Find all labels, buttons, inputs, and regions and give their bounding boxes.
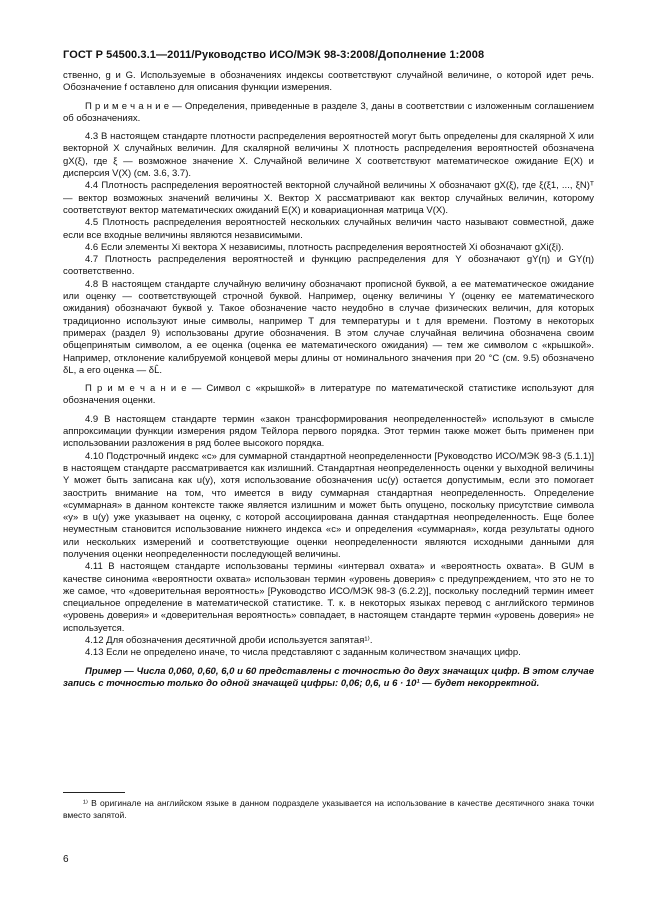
clause-4-6: 4.6 Если элементы Xi вектора X независимы, плотность распределения вероятностей Xi обозначают gXi(ξi). [85, 241, 564, 253]
clause-4-7: 4.7 Плотность распределения вероятностей и функцию распределения для Y обозначают gY(η) и GY(η) соответственно. [63, 254, 594, 278]
note-definitions: П р и м е ч а н и е — Определения, приведенные в разделе 3, даны в соответствии с изложенным соглашением об обозначениях. [63, 100, 594, 124]
footnote-separator [63, 792, 125, 793]
page-number: 6 [63, 854, 69, 865]
clause-4-4: 4.4 Плотность распределения вероятностей векторной случайной величины X обозначают gX(ξ), где ξ(ξ1, ..., ξN)ᵀ — вектор возможных значений величины X. Вектор X рассматривают как вектор случайных величин, которому соответствуют вектор математических ожиданий E(X) и ковариационная матрица V(X). [63, 180, 594, 216]
clause-4-11: 4.11 В настоящем стандарте использованы термины «интервал охвата» и «вероятность охвата». В GUM в качестве синонима «вероятности охвата» использован термин «уровень доверия» с предупреждением, что это не то же самое, что «доверительная вероятность» [Руководство ИСО/МЭК 98-3 (6.2.2)], поскольку последний термин имеет специальное определение в математической статистике. Т. к. в некоторых языках перевод с английского терминов «уровень доверия» и «доверительная вероятность» совпадает, в настоящем стандарте термин «уровень доверия» не используется. [63, 561, 594, 634]
footnote: ¹⁾ В оригинале на английском языке в данном подразделе указывается на использование в качестве десятичного знака точки вместо запятой. [63, 798, 594, 820]
paragraph-continuation: ственно, g и G. Используемые в обозначениях индексы соответствуют случайной величине, о которой идет речь. Обозначение f оставлено для описания функции измерения. [63, 70, 594, 94]
clause-4-3: 4.3 В настоящем стандарте плотности распределения вероятностей могут быть определены для скалярной X или векторной X случайных величин. Для скалярной величины X плотность распределения вероятностей обозначена gX(ξ), где ξ — возможное значение X. Случайной величине X соответствуют математическое ожидание E(X) и дисперсия V(X) (см. 3.6, 3.7). [63, 131, 594, 180]
clause-4-5: 4.5 Плотность распределения вероятностей нескольких случайных величин часто называют совместной, даже если все входные величины являются независимыми. [63, 217, 594, 241]
clause-4-8: 4.8 В настоящем стандарте случайную величину обозначают прописной буквой, а ее математическое ожидание или оценку — соответствующей строчной буквой. Например, оценку величины Y (оценку ее математического ожидания) обозначают буквой y. Такое обозначение часто неудобно в случае физических величин, для которых традиционно используют иные символы, например T для температуры и t для времени. Поэтому в некоторых примерах (раздел 9) использованы другие обозначения. В этом случае случайная величина обозначена своим общепринятым символом, а ее оценка (оценка ее математического ожидания) — тем же символом с «крышкой». Например, отклонение калибруемой концевой меры длины от номинального значения при 20 °C (см. 9.5) обозначено δL, а его оценка — δL̂. [63, 278, 594, 376]
clause-4-10: 4.10 Подстрочный индекс «c» для суммарной стандартной неопределенности [Руководство ИСО/МЭК 98-3 (5.1.1)] в настоящем стандарте рассматривается как излишний. Стандартная неопределенность оценки y выходной величины Y может быть записана как u(y), хотя использование обозначения uc(y) остается допустимым, если это помогает заострить внимание на том, что имеется в виду суммарная стандартная неопределенность. Определение «суммарная» в данном контексте также является излишним и может быть опущено, поскольку присутствие символа «y» в u(y) уже указывает на оценку, с которой ассоциирована данная стандартная неопределенность. Еще более неуместным становится использование нижнего индекса «c» и определения «суммарная», когда результаты одного или нескольких измерений и соответствующие оценки неопределенности являются исходными данными для получения оценки неопределенности последующей величины. [63, 450, 594, 560]
clause-4-12: 4.12 Для обозначения десятичной дроби используется запятая¹⁾. [85, 635, 373, 647]
clause-4-13: 4.13 Если не определено иначе, то числа представляют с заданным количеством значащих цифр. [85, 647, 521, 659]
body-text [63, 70, 594, 690]
example-significant-digits: Пример — Числа 0,060, 0,60, 6,0 и 60 представлены с точностью до двух значащих цифр. В этом случае запись с точностью только до одной значащей цифры: 0,06; 0,6, и 6 · 10¹ — будет некорректной. [63, 665, 594, 689]
page-header: ГОСТ Р 54500.3.1—2011/Руководство ИСО/МЭК 98-3:2008/Дополнение 1:2008 [63, 49, 485, 61]
note-hat-symbol: П р и м е ч а н и е — Символ с «крышкой» в литературе по математической статистике используют для обозначения оценки. [63, 383, 594, 407]
clause-4-9: 4.9 В настоящем стандарте термин «закон трансформирования неопределенностей» используют в смысле аппроксимации функции измерения рядом Тейлора первого порядка. Этот термин также может быть применен при использовании разложения в ряд более высокого порядка. [63, 413, 594, 450]
